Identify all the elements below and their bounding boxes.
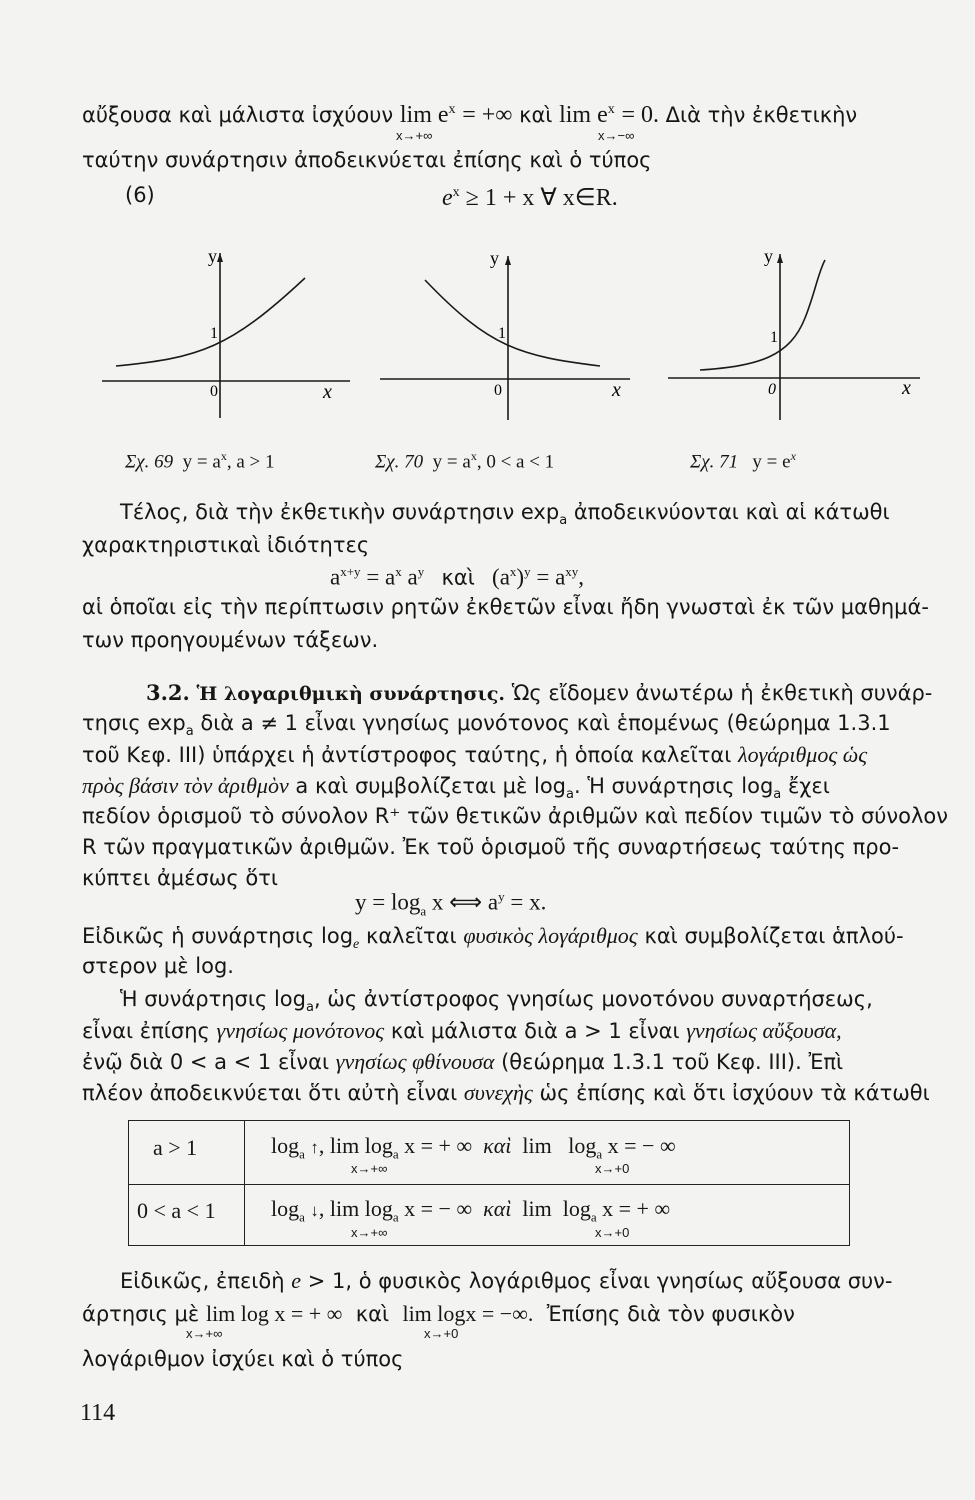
- curve-71: [700, 260, 825, 370]
- formula-6: $e^x \ge 1 + x$ ∀ x∈R.: [442, 185, 618, 211]
- para2-line1: Τέλος, διὰ τὴν ἐκθετικὴν συνάρτησιν $\exp_a$ ἀποδεικνύονται καὶ αἱ κάτωθι: [120, 500, 890, 529]
- caption-70: Σχ. 70 $y = a^x$, 0 < a < 1: [375, 449, 555, 473]
- figure-69: [102, 253, 350, 418]
- para3-limit-subscript-2: x→+0: [424, 1326, 459, 1341]
- zero-label-71: 0: [768, 381, 776, 398]
- zero-label-70: 0: [494, 382, 502, 399]
- curve-70: [425, 280, 600, 366]
- caption-69: Σχ. 69 $y = a^x$, a > 1: [125, 449, 275, 473]
- section-line5: πεδίον ὁρισμοῦ τὸ σύνολον R⁺ τῶν θετικῶν ἀριθμῶν καὶ πεδίον τιμῶν τὸ σύνολον: [82, 804, 949, 828]
- limit-plus-inf: $\lim e^x$: [399, 102, 456, 128]
- table-row-divider: [129, 1184, 849, 1185]
- section-line9: στερον μὲ log.: [82, 954, 234, 978]
- limit-subscript-1: x→+∞: [396, 128, 433, 143]
- table-column-divider: [244, 1121, 245, 1245]
- table-row-1-under1: x→+∞: [351, 1161, 388, 1176]
- section-line6: R τῶν πραγματικῶν ἀριθμῶν. Ἐκ τοῦ ὁρισμοῦ τῆς συναρτήσεως ταύτης προ-: [82, 835, 900, 859]
- y-arrow-69: [217, 253, 223, 262]
- figure-71: [668, 254, 920, 420]
- section-line11: εἶναι ἐπίσης γνησίως μονότονος καὶ μάλιστα διὰ a > 1 εἶναι γνησίως αὔξουσα,: [82, 1018, 842, 1043]
- section-line10: Ἡ συνάρτησις $\log_a$, ὡς ἀντίστροφος γνησίως μονοτόνου συναρτήσεως,: [120, 987, 873, 1016]
- para2-line3: αἱ ὁποῖαι εἰς τὴν περίπτωσιν ρητῶν ἐκθετῶν εἶναι ἤδη γνωσταὶ ἐκ τῶν μαθημά-: [82, 595, 929, 619]
- para1-line1: [82, 103, 857, 127]
- table-row-1-properties: $\log_a$ ↑, $\lim \log_a x$ = + ∞ καὶ lim $\log_a x$ = − ∞: [271, 1133, 676, 1162]
- para3-line2: άρτησις μὲ lim log x = + ∞ καὶ lim logx = −∞. Ἐπίσης διὰ τὸν φυσικὸν: [82, 1301, 795, 1326]
- section-line8: Εἰδικῶς ἡ συνάρτησις $\log_e$ καλεῖται φυσικὸς λογάριθμος καὶ συμβολίζεται ἁπλού-: [82, 923, 904, 953]
- y-label-70: y: [490, 248, 499, 268]
- log-definition-formula: $y = \log_a x$ ⟺ $a^y = x$.: [355, 889, 547, 919]
- one-label-71: 1: [770, 329, 778, 346]
- section-number: 3.2.: [146, 680, 190, 705]
- page-number: 114: [80, 1400, 116, 1426]
- increasing-arrow-icon: ↑: [310, 1138, 319, 1157]
- y-label-71: y: [764, 246, 773, 266]
- kai-word: καὶ: [519, 103, 553, 127]
- y-label-69: y: [208, 246, 217, 266]
- exp-properties-formula: $a^{x+y} = a^x$ $a^y$ καὶ $(a^x)^y = a^{xy}$,: [330, 564, 585, 590]
- one-label-69: 1: [210, 325, 218, 342]
- para2-line4: των προηγουμένων τάξεων.: [82, 628, 379, 652]
- section-heading-line: 3.2. Ἡ λογαριθμικὴ συνάρτησις. Ὡς εἴδομεν ἀνωτέρω ἡ ἐκθετικὴ συνάρ-: [146, 680, 933, 705]
- figures-svg: [80, 238, 920, 438]
- section-line7: κύπτει ἀμέσως ὅτι: [82, 866, 278, 890]
- table-row-2-properties: $\log_a$ ↓, $\lim \log_a x$ = − ∞ καὶ $\lim \log_a x$ = + ∞: [271, 1196, 671, 1225]
- section-line4: πρὸς βάσιν τὸν ἀριθμὸν a καὶ συμβολίζεται μὲ $\log_a$. Ἡ συνάρτησις $\log_a$ ἔχει: [82, 773, 830, 803]
- para1-text-a: αὔξουσα καὶ μάλιστα ἰσχύουν: [82, 103, 394, 127]
- x-label-71: x: [902, 377, 911, 399]
- para1-line2: ταύτην συνάρτησιν ἀποδεικνύεται ἐπίσης καὶ ὁ τύπος: [82, 148, 652, 172]
- curve-69: [116, 278, 305, 366]
- limit-subscript-2: x→−∞: [598, 128, 635, 143]
- caption-71: Σχ. 71 $y = e^x$: [690, 449, 796, 473]
- table-row-2-under2: x→+0: [595, 1225, 630, 1240]
- section-line2: τησις $\exp_a$ διὰ a ≠ 1 εἶναι γνησίως μονότονος καὶ ἑπομένως (θεώρημα 1.3.1: [82, 711, 891, 740]
- table-row-1-under2: x→+0: [595, 1161, 630, 1176]
- zero-label-69: 0: [210, 383, 218, 400]
- table-row-1-condition: a > 1: [153, 1135, 198, 1160]
- eq-plus-inf: = +∞: [462, 102, 513, 128]
- table-row-2-condition: 0 < a < 1: [137, 1198, 216, 1223]
- section-line3: τοῦ Κεφ. III) ὑπάρχει ἡ ἀντίστροφος ταύτης, ἡ ὁποία καλεῖται λογάριθμος ὡς: [82, 742, 868, 767]
- para1-text-b: Διὰ τὴν ἐκθετικὴν: [665, 103, 858, 127]
- log-properties-table: [128, 1120, 850, 1246]
- y-arrow-71: [777, 254, 783, 263]
- equation-number-6: (6): [125, 183, 155, 207]
- section-line13: πλέον ἀποδεικνύεται ὅτι αὐτὴ εἶναι συνεχὴς ὡς ἐπίσης καὶ ὅτι ἰσχύουν τὰ κάτωθι: [82, 1080, 930, 1105]
- one-label-70: 1: [498, 325, 506, 342]
- para3-line1: Εἰδικῶς, ἐπειδὴ e > 1, ὁ φυσικὸς λογάριθμος εἶναι γνησίως αὔξουσα συν-: [120, 1268, 893, 1293]
- decreasing-arrow-icon: ↓: [310, 1201, 319, 1220]
- para2-line2: χαρακτηριστικαὶ ἰδιότητες: [82, 533, 370, 557]
- eq-zero: = 0.: [621, 102, 659, 128]
- para3-line3: λογάριθμον ἰσχύει καὶ ὁ τύπος: [82, 1347, 404, 1371]
- x-label-69: x: [323, 381, 332, 403]
- limit-minus-inf: $\lim e^x$: [559, 102, 615, 128]
- y-arrow-70: [505, 256, 511, 265]
- x-label-70: x: [612, 379, 621, 401]
- section-title: Ἡ λογαριθμικὴ συνάρτησις.: [196, 683, 505, 705]
- section-line12: ἐνῷ διὰ 0 < a < 1 εἶναι γνησίως φθίνουσα (θεώρημα 1.3.1 τοῦ Κεφ. III). Ἐπὶ: [82, 1049, 844, 1074]
- table-row-2-under1: x→+∞: [351, 1225, 388, 1240]
- para3-limit-subscript-1: x→+∞: [186, 1326, 223, 1341]
